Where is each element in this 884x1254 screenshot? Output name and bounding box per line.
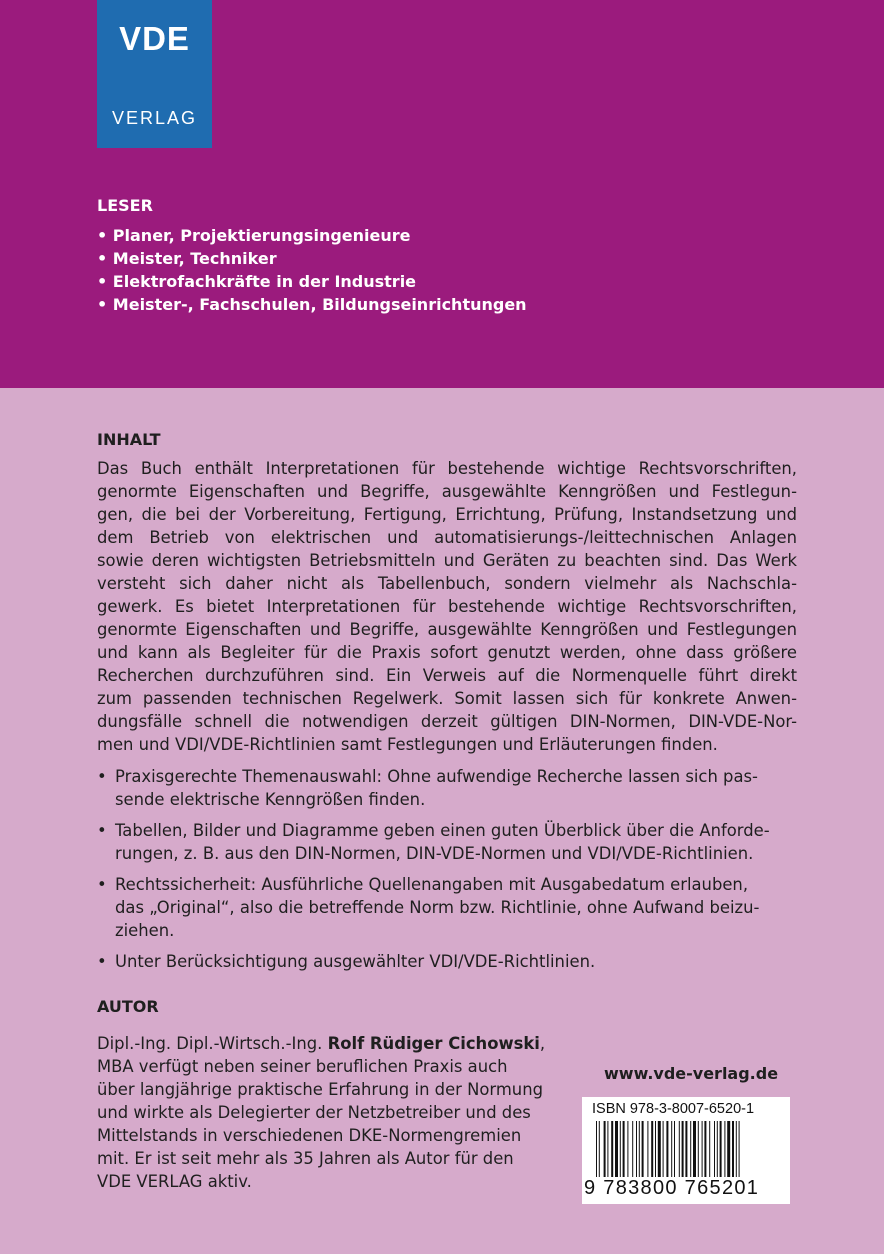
inhalt-bullets	[97, 765, 797, 981]
logo-sub: VERLAG	[111, 108, 198, 128]
paragraph-line: genormte Eigenschaften und Begriffe, ausgewählte Kenngrößen und Festlegungen	[97, 620, 797, 639]
bullet-item	[97, 873, 797, 942]
autor-prefix: Dipl.-Ing. Dipl.-Wirtsch.-Ing.	[97, 1034, 328, 1053]
autor-line	[97, 1032, 557, 1055]
autor-line: mit. Er ist seit mehr als 35 Jahren als Autor für den	[97, 1149, 514, 1168]
bullet-dot-icon: •	[97, 952, 107, 971]
leser-item: • Planer, Projektierungsingenieure	[97, 226, 411, 245]
isbn-text: ISBN 978-3-8007-6520-1	[592, 1101, 755, 1117]
leser-item-label: Elektrofachkräfte in der Industrie	[112, 272, 417, 291]
bullet-item	[97, 765, 797, 811]
bullet-dot-icon: •	[97, 875, 107, 894]
bullet-line: Praxisgerechte Themenauswahl: Ohne aufwendige Recherche lassen sich pas-	[115, 767, 758, 786]
paragraph-line: gewerk. Es bietet Interpretationen für bestehende wichtige Rechtsvorschriften,	[97, 597, 797, 616]
leser-item: • Elektrofachkräfte in der Industrie	[97, 272, 417, 291]
autor-line: Mittelstands in verschiedenen DKE-Normengremien	[97, 1126, 522, 1145]
paragraph-line: versteht sich daher nicht als Tabellenbuch, sondern vielmehr als Nachschla-	[97, 574, 797, 593]
vde-verlag-logo	[97, 0, 212, 148]
bullet-line: rungen, z. B. aus den DIN-Normen, DIN-VDE-Normen und VDI/VDE-Richtlinien.	[115, 844, 754, 863]
leser-item-label: Meister-, Fachschulen, Bildungseinrichtungen	[112, 295, 527, 314]
bullet-item	[97, 950, 797, 973]
leser-item-label: Planer, Projektierungsingenieure	[112, 226, 411, 245]
leser-item: • Meister-, Fachschulen, Bildungseinrichtungen	[97, 295, 527, 314]
bullet-line: Rechtssicherheit: Ausführliche Quellenangaben mit Ausgabedatum erlauben,	[115, 875, 749, 894]
paragraph-line: sowie deren wichtigsten Betriebsmitteln und Geräten zu beachten sind. Das Werk	[97, 551, 797, 570]
inhalt-heading: INHALT	[97, 430, 161, 449]
autor-line: MBA verfügt neben seiner beruflichen Praxis auch	[97, 1057, 508, 1076]
bullet-line: das „Original“, also die betreffende Norm bzw. Richtlinie, ohne Aufwand beizu-	[115, 898, 760, 917]
autor-line: VDE VERLAG aktiv.	[97, 1172, 252, 1191]
bullet-line: sende elektrische Kenngrößen finden.	[115, 790, 426, 809]
ean-digits: 9 783800 765201	[584, 1177, 760, 1199]
bullet-item	[97, 819, 797, 865]
autor-paragraph	[97, 1032, 557, 1193]
leser-item: • Meister, Techniker	[97, 249, 277, 268]
paragraph-line: zum passenden technischen Regelwerk. Somit lassen sich für konkrete Anwen-	[97, 689, 797, 708]
paragraph-line: Das Buch enthält Interpretationen für bestehende wichtige Rechtsvorschriften,	[97, 459, 797, 478]
leser-heading: LESER	[97, 196, 153, 215]
bullet-dot-icon: •	[97, 821, 107, 840]
autor-heading: AUTOR	[97, 997, 159, 1016]
bullet-dot-icon: •	[97, 767, 107, 786]
paragraph-line: und kann als Begleiter für die Praxis sofort genutzt werden, ohne dass größere	[97, 643, 797, 662]
bullet-line: Tabellen, Bilder und Diagramme geben einen guten Überblick über die Anforde-	[115, 821, 770, 840]
inhalt-paragraph	[97, 457, 797, 756]
paragraph-line: dungsfälle schnell die notwendigen derzeit gültigen DIN-Normen, DIN-VDE-Nor-	[97, 712, 797, 731]
paragraph-line: genormte Eigenschaften und Begriffe, ausgewählte Kenngrößen und Festlegun-	[97, 482, 797, 501]
paragraph-line: dem Betrieb von elektrischen und automatisierungs-/leittechnischen Anlagen	[97, 528, 797, 547]
website-link[interactable]: www.vde-verlag.de	[604, 1064, 779, 1083]
autor-line: und wirkte als Delegierter der Netzbetreiber und des	[97, 1103, 531, 1122]
bullet-line: Unter Berücksichtigung ausgewählter VDI/VDE-Richtlinien.	[115, 952, 596, 971]
autor-line: über langjährige praktische Erfahrung in der Normung	[97, 1080, 543, 1099]
barcode	[582, 1097, 790, 1204]
bullet-line: ziehen.	[115, 921, 175, 940]
logo-brand: VDE	[119, 20, 190, 57]
author-name: Rolf Rüdiger Cichowski	[327, 1034, 540, 1053]
paragraph-line: Recherchen durchzuführen sind. Ein Verweis auf die Normenquelle führt direkt	[97, 666, 797, 685]
paragraph-line: gen, die bei der Vorbereitung, Fertigung, Errichtung, Prüfung, Instandsetzung und	[97, 505, 797, 524]
paragraph-line: men und VDI/VDE-Richtlinien samt Festlegungen und Erläuterungen finden.	[97, 735, 718, 754]
leser-item-label: Meister, Techniker	[112, 249, 277, 268]
leser-list	[97, 224, 527, 316]
autor-suffix: ,	[539, 1034, 546, 1053]
